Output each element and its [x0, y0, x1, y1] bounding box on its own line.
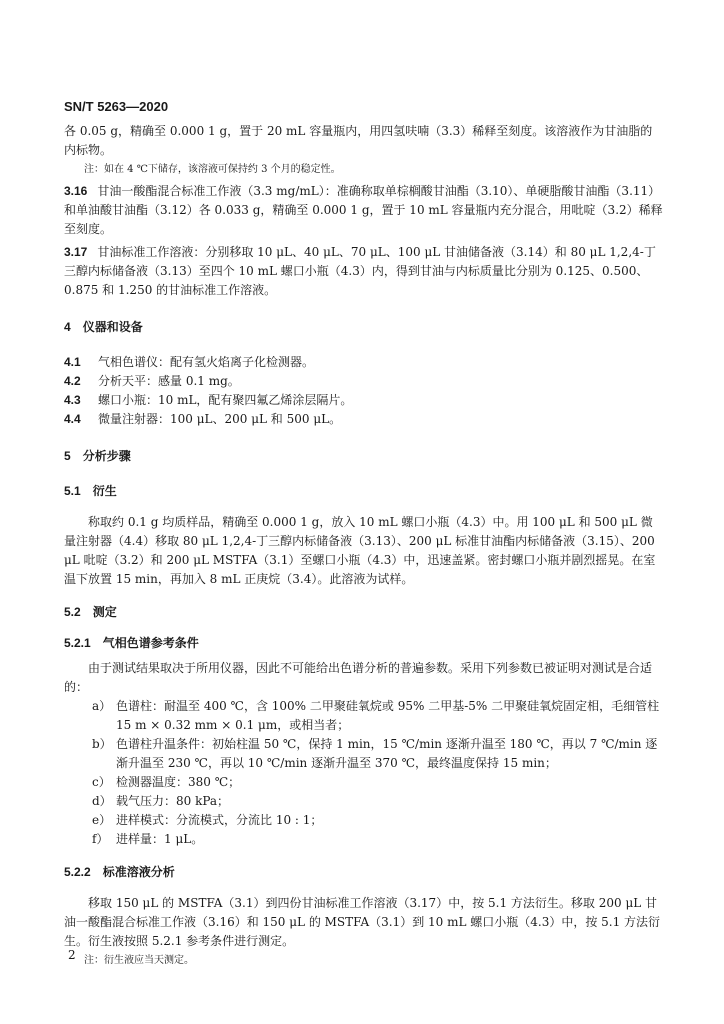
clause-text: 甘油标准工作溶液：分别移取 10 μL、40 μL、70 μL、100 μL 甘油储备液（3.14）和 80 μL 1,2,4-丁三醇内标储备液（3.13）至四个 10 mL 螺口小瓶（4.3）内，得到甘油与内标质量比分别为 0.125、0.500、0.875 和 1.250 的甘油标准工作溶液。 — [64, 245, 656, 297]
storage-note: 注：如在 4 ℃下储存，该溶液可保持约 3 个月的稳定性。 — [84, 164, 341, 175]
section-title: 仪器和设备 — [82, 320, 143, 334]
section-5-1-heading — [64, 482, 664, 501]
list-item — [92, 811, 664, 830]
section-number: 5.1 — [64, 484, 81, 498]
list-item — [92, 773, 664, 792]
derivatization-paragraph: 称取约 0.1 g 均质样品，精确至 0.000 1 g，放入 10 mL 螺口小瓶（4.3）中。用 100 μL 和 500 μL 微量注射器（4.4）移取 80 μL 1,2,4-丁三醇内标储备液（3.13）、200 μL 标准甘油酯内标储备液（3.15）、200 μL 吡啶（3.2）和 200 μL MSTFA（3.1）至螺口小瓶（4.3）中，迅速盖紧。密封螺口小瓶并剧烈摇晃。在室温下放置 15 min，再加入 8 mL 正庚烷（3.4）。此溶液为试样。 — [64, 515, 656, 586]
item-number: 4.4 — [64, 412, 81, 426]
standard-analysis-paragraph: 移取 150 μL 的 MSTFA（3.1）到四份甘油标准工作溶液（3.17）中，按 5.1 方法衍生。移取 200 μL 甘油一酸酯混合标准工作液（3.16）和 150 μL 的 MSTFA（3.1）到 10 mL 螺口小瓶（4.3）中，按 5.1 方法衍生。衍生液按照 5.2.1 参考条件进行测定。 — [64, 896, 661, 948]
section-title: 衍生 — [92, 484, 117, 498]
item-text: 色谱柱升温条件：初始柱温 50 ℃，保持 1 min，15 ℃/min 逐渐升温至 180 ℃，再以 7 ℃/min 逐渐升温至 230 ℃，再以 10 ℃/min 逐渐升温至 370 ℃，最终温度保持 15 min； — [116, 737, 658, 770]
list-item — [64, 410, 664, 429]
section-number: 5.2.1 — [64, 636, 91, 650]
document-body — [64, 122, 664, 973]
section-title: 分析步骤 — [82, 449, 131, 463]
section-4-heading — [64, 318, 664, 337]
item-text: 色谱柱：耐温至 400 ℃，含 100% 二甲聚硅氧烷或 95% 二甲基-5% 二甲聚硅氧烷固定相，毛细管柱 15 m × 0.32 mm × 0.1 μm，或相当者； — [116, 699, 660, 732]
section-5-heading — [64, 447, 664, 466]
item-text: 分析天平：感量 0.1 mg。 — [98, 374, 240, 388]
item-number: 4.3 — [64, 393, 81, 407]
gc-conditions-list — [92, 697, 664, 849]
equipment-list — [64, 353, 664, 429]
clause-number: 3.16 — [64, 184, 88, 198]
item-label: f） — [92, 832, 109, 846]
clause-number: 3.17 — [64, 245, 88, 259]
item-text: 进样模式：分流模式，分流比 10 : 1； — [116, 813, 323, 827]
item-text: 进样量：1 μL。 — [116, 832, 204, 846]
list-item — [92, 735, 664, 773]
list-item — [64, 353, 664, 372]
item-label: b） — [92, 737, 112, 751]
section-number: 5 — [64, 449, 71, 463]
item-number: 4.2 — [64, 374, 81, 388]
list-item — [64, 372, 664, 391]
item-label: d） — [92, 794, 112, 808]
item-number: 4.1 — [64, 355, 81, 369]
section-title: 标准溶液分析 — [102, 865, 175, 879]
clause-text: 甘油一酸酯混合标准工作液（3.3 mg/mL）：准确称取单棕榈酸甘油酯（3.10）、单硬脂酸甘油酯（3.11）和单油酸甘油酯（3.12）各 0.033 g，精确至 0.000 1 g，置于 10 mL 容量瓶内充分混合，用吡啶（3.2）稀释至刻度。 — [64, 184, 663, 236]
section-number: 5.2 — [64, 605, 81, 619]
page-number: 2 — [68, 948, 76, 962]
list-item — [92, 792, 664, 811]
section-title: 测定 — [92, 605, 117, 619]
section-5-2-heading — [64, 603, 664, 622]
derivative-note: 注：衍生液应当天测定。 — [84, 955, 194, 966]
section-5-2-2-heading — [64, 863, 664, 882]
item-label: a） — [92, 699, 112, 713]
item-text: 载气压力：80 kPa； — [116, 794, 230, 808]
section-5-2-1-heading — [64, 634, 664, 653]
section-number: 5.2.2 — [64, 865, 91, 879]
document-code-header: SN/T 5263—2020 — [64, 99, 169, 114]
list-item — [64, 391, 664, 410]
item-label: e） — [92, 813, 112, 827]
gc-conditions-intro: 由于测试结果取决于所用仪器，因此不可能给出色谱分析的普遍参数。采用下列参数已被证明对测试是合适的： — [64, 661, 653, 694]
list-item — [92, 697, 664, 735]
section-number: 4 — [64, 320, 71, 334]
clause-3-17 — [64, 243, 664, 300]
item-text: 气相色谱仪：配有氢火焰离子化检测器。 — [98, 355, 315, 369]
item-text: 检测器温度：380 ℃； — [116, 775, 241, 789]
item-label: c） — [92, 775, 111, 789]
section-title: 气相色谱参考条件 — [102, 636, 199, 650]
clause-3-16 — [64, 182, 664, 239]
item-text: 微量注射器：100 μL、200 μL 和 500 μL。 — [98, 412, 342, 426]
list-item — [92, 830, 664, 849]
item-text: 螺口小瓶：10 mL，配有聚四氟乙烯涂层隔片。 — [98, 393, 353, 407]
continued-paragraph: 各 0.05 g，精确至 0.000 1 g，置于 20 mL 容量瓶内，用四氢呋喃（3.3）稀释至刻度。该溶液作为甘油脂的内标物。 — [64, 124, 653, 157]
